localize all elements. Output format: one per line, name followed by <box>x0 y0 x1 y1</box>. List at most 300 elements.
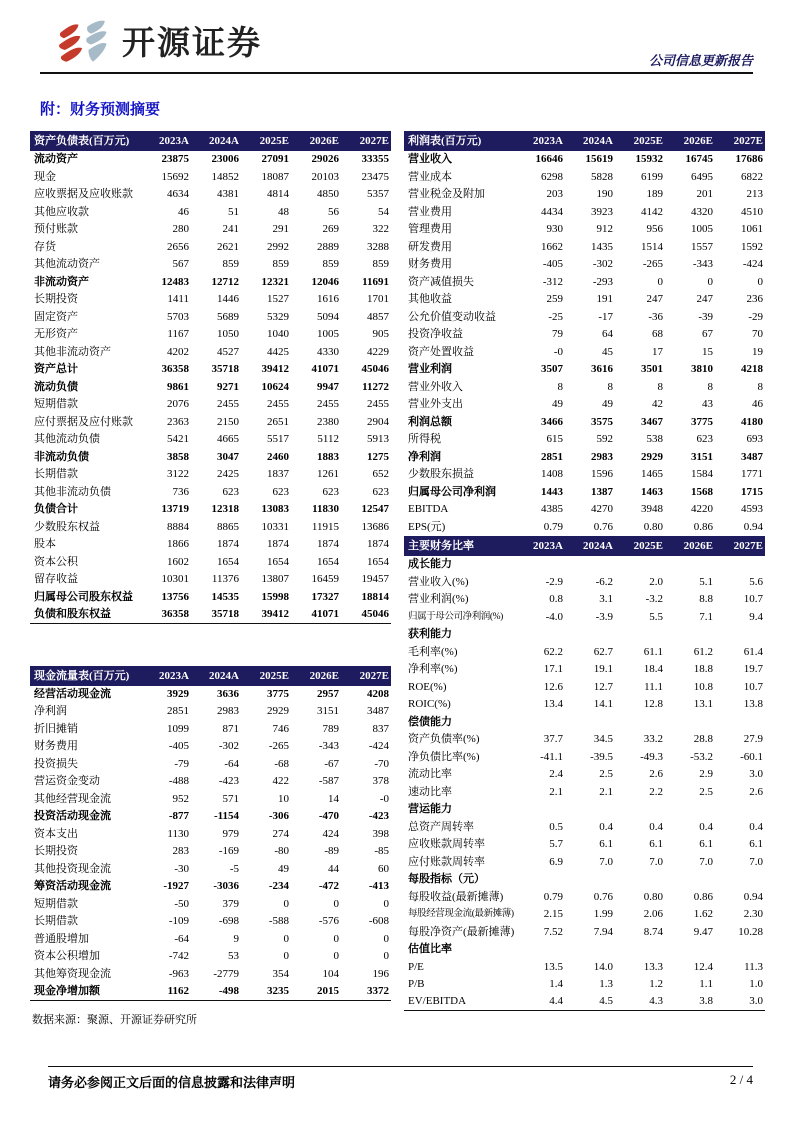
row-value: -30 <box>174 862 189 875</box>
row-value: 2455 <box>267 398 289 410</box>
row-value: 424 <box>322 827 339 840</box>
row-value: 2983 <box>217 705 239 717</box>
row-value: 54 <box>378 205 389 218</box>
row-label: 短期借款 <box>34 897 78 910</box>
income_statement-row <box>404 186 765 204</box>
row-value: 1.2 <box>649 978 663 990</box>
row-label: 长期借款 <box>34 915 78 927</box>
row-value: 9947 <box>317 380 339 393</box>
row-value: -80 <box>274 845 289 857</box>
row-value: -472 <box>318 880 339 892</box>
row-value: 6822 <box>741 170 763 183</box>
balance_sheet-row <box>30 414 391 432</box>
row-value: 746 <box>272 722 289 735</box>
row-value: 5.7 <box>549 838 563 850</box>
column-header-2027E: 2027E <box>359 135 389 147</box>
row-value: 3122 <box>167 468 189 480</box>
ratios-row <box>404 889 765 907</box>
column-header-2023A: 2023A <box>159 669 189 682</box>
ratios-row <box>404 609 765 627</box>
row-value: 4208 <box>367 687 389 700</box>
column-header-2026E: 2026E <box>683 540 713 552</box>
row-value: -79 <box>174 757 189 770</box>
cash_flow-title: 现金流量表(百万元) <box>34 669 130 682</box>
row-value: 571 <box>222 792 239 805</box>
row-value: 3858 <box>167 450 189 463</box>
row-value: 0 <box>383 932 389 945</box>
ratios-header-row <box>404 536 765 556</box>
row-label: 总资产周转率 <box>408 820 474 833</box>
row-value: -293 <box>592 275 613 288</box>
row-value: 693 <box>746 433 763 445</box>
row-value: 5703 <box>167 310 189 323</box>
row-value: 3288 <box>367 240 389 253</box>
row-value: 2904 <box>367 415 389 428</box>
row-value: 18.4 <box>643 663 663 675</box>
row-value: -608 <box>368 915 389 927</box>
row-label: 管理费用 <box>408 223 452 235</box>
cash_flow-row <box>30 703 391 721</box>
cash_flow-row <box>30 808 391 826</box>
cash_flow-row <box>30 861 391 879</box>
row-value: 592 <box>596 433 613 445</box>
row-value: 6.9 <box>549 855 563 868</box>
row-value: -109 <box>168 915 189 927</box>
row-value: 0 <box>383 950 389 962</box>
ratios-row <box>404 714 765 732</box>
income_statement-row <box>404 379 765 397</box>
row-value: 0.76 <box>593 520 613 533</box>
row-value: 2455 <box>317 398 339 410</box>
balance_sheet-row <box>30 239 391 257</box>
row-value: 0.4 <box>599 820 613 833</box>
row-label: 毛利率(%) <box>408 645 458 658</box>
column-header-2026E: 2026E <box>683 135 713 147</box>
row-value: 1099 <box>167 722 189 735</box>
row-label: EPS(元) <box>408 520 446 533</box>
row-value: 49 <box>602 398 613 410</box>
row-value: 0.4 <box>649 820 663 833</box>
row-value: 1596 <box>591 468 613 480</box>
row-value: 398 <box>372 827 389 840</box>
ratios-row <box>404 626 765 644</box>
income-statement-table <box>404 131 765 536</box>
row-value: 2.6 <box>649 768 663 780</box>
row-value: 6.1 <box>599 838 613 850</box>
row-label: 留存收益 <box>34 573 78 585</box>
cash_flow-row <box>30 931 391 949</box>
row-label: 营业税金及附加 <box>408 188 485 200</box>
row-label: 归属母公司股东权益 <box>34 590 133 603</box>
row-value: 5.6 <box>749 575 763 588</box>
row-value: 13.3 <box>643 960 663 973</box>
ratios-row <box>404 679 765 697</box>
row-value: 7.0 <box>599 855 613 868</box>
row-value: 1584 <box>691 468 713 480</box>
row-value: 567 <box>172 258 189 270</box>
row-value: 623 <box>322 485 339 498</box>
row-value: 4527 <box>217 345 239 358</box>
row-value: 6.1 <box>699 838 713 850</box>
row-value: 2621 <box>217 240 239 253</box>
row-value: -50 <box>174 897 189 910</box>
row-value: 8 <box>607 380 613 393</box>
row-value: 8 <box>757 380 763 393</box>
row-value: -68 <box>274 757 289 770</box>
row-value: 2150 <box>217 415 239 428</box>
row-label: 负债和股东权益 <box>34 607 111 620</box>
balance_sheet-row <box>30 501 391 519</box>
row-value: 7.94 <box>593 925 613 938</box>
row-value: 905 <box>372 328 389 340</box>
row-value: 3487 <box>741 450 763 463</box>
row-value: -576 <box>318 915 339 927</box>
row-value: 201 <box>696 188 713 200</box>
row-value: -498 <box>218 984 239 997</box>
row-value: 236 <box>746 293 763 305</box>
row-value: 17.1 <box>543 663 563 675</box>
income_statement-row <box>404 466 765 484</box>
row-value: 3.0 <box>749 995 763 1007</box>
row-value: -60.1 <box>740 750 763 763</box>
row-value: 4434 <box>541 205 563 218</box>
row-label: 投资损失 <box>34 757 78 770</box>
row-label: 其他经营现金流 <box>34 792 111 805</box>
row-value: 1435 <box>591 240 613 253</box>
column-header-2024A: 2024A <box>209 669 239 682</box>
row-value: 70 <box>752 328 763 340</box>
row-value: 0.94 <box>743 890 763 903</box>
row-label: 资本支出 <box>34 827 78 840</box>
row-label: 归属于母公司净利润(%) <box>408 611 503 622</box>
row-value: -405 <box>542 258 563 270</box>
row-value: 4202 <box>167 345 189 358</box>
row-value: 4.4 <box>549 995 563 1007</box>
report-type-label: 公司信息更新报告 <box>648 53 753 68</box>
balance_sheet-row <box>30 379 391 397</box>
row-value: -41.1 <box>540 750 563 763</box>
row-value: 1465 <box>641 468 663 480</box>
row-value: 1387 <box>591 485 613 498</box>
row-value: 1874 <box>317 538 339 550</box>
row-label: 资本公积增加 <box>34 950 100 962</box>
column-header-2026E: 2026E <box>309 669 339 682</box>
cash_flow-row <box>30 826 391 844</box>
balance_sheet-row <box>30 449 391 467</box>
cash_flow-row <box>30 878 391 896</box>
row-value: 3151 <box>317 705 339 717</box>
row-value: 5689 <box>217 310 239 323</box>
row-value: 8 <box>557 380 563 393</box>
row-value: 4142 <box>641 205 663 218</box>
row-value: 859 <box>272 258 289 270</box>
column-header-2027E: 2027E <box>359 669 389 682</box>
ratios-row <box>404 591 765 609</box>
row-value: 623 <box>372 485 389 498</box>
row-value: 2656 <box>167 240 189 253</box>
row-value: 3235 <box>267 984 289 997</box>
column-header-2026E: 2026E <box>309 135 339 147</box>
row-value: 62.7 <box>593 645 613 658</box>
financial-summary <box>30 131 765 1027</box>
row-value: 789 <box>322 722 339 735</box>
row-value: 2851 <box>541 450 563 463</box>
row-value: -29 <box>748 310 763 323</box>
row-label: 公允价值变动收益 <box>408 310 496 323</box>
row-value: 62.2 <box>543 645 563 658</box>
row-label: 成长能力 <box>408 558 452 570</box>
row-value: 45046 <box>361 607 389 620</box>
row-label: 资产减值损失 <box>408 275 474 288</box>
balance_sheet-row <box>30 519 391 537</box>
balance_sheet-row <box>30 554 391 572</box>
row-value: 14.1 <box>593 698 613 710</box>
row-value: 9 <box>233 932 239 945</box>
row-value: 4180 <box>741 415 763 428</box>
row-value: -89 <box>324 845 339 857</box>
row-label: 其他应收款 <box>34 205 89 218</box>
row-value: 3636 <box>217 687 239 700</box>
row-label: 其他流动负债 <box>34 433 100 445</box>
row-label: 其他筹资现金流 <box>34 967 111 980</box>
row-label: 应收票据及应收账款 <box>34 188 133 200</box>
row-value: 15619 <box>585 153 613 165</box>
row-label: 营业收入(%) <box>408 575 469 588</box>
row-value: 615 <box>546 433 563 445</box>
row-value: 20103 <box>311 170 339 183</box>
ratios-row <box>404 731 765 749</box>
row-value: 1527 <box>267 293 289 305</box>
ratios-row <box>404 836 765 854</box>
row-value: 2992 <box>267 240 289 253</box>
row-value: 4320 <box>691 205 713 218</box>
row-value: 7.0 <box>649 855 663 868</box>
row-value: 15692 <box>161 170 189 183</box>
row-value: 3948 <box>641 503 663 515</box>
row-value: 8865 <box>217 520 239 533</box>
brand-name: 开源证券 <box>122 22 262 62</box>
row-value: 1130 <box>167 827 189 840</box>
row-value: 269 <box>322 223 339 235</box>
balance_sheet-row <box>30 361 391 379</box>
row-value: 9.47 <box>693 925 713 938</box>
row-value: -5 <box>229 862 239 875</box>
row-label: 研发费用 <box>408 240 452 253</box>
row-value: 11272 <box>362 380 389 393</box>
row-value: 2015 <box>317 984 339 997</box>
row-value: 12.4 <box>693 960 713 973</box>
income_statement-row <box>404 501 765 519</box>
row-value: 14.0 <box>593 960 613 973</box>
cash_flow-row <box>30 756 391 774</box>
row-value: 1701 <box>367 293 389 305</box>
row-value: 2929 <box>267 705 289 717</box>
row-value: 196 <box>372 967 389 980</box>
row-value: 10301 <box>161 573 189 585</box>
row-label: 少数股东损益 <box>408 468 474 480</box>
row-value: -302 <box>592 258 613 270</box>
row-value: 1568 <box>691 485 713 498</box>
row-value: 1602 <box>167 555 189 568</box>
row-label: 非流动负债 <box>34 450 89 463</box>
row-value: 259 <box>546 293 563 305</box>
row-value: 3467 <box>641 415 663 428</box>
row-value: -963 <box>168 967 189 980</box>
column-header-2024A: 2024A <box>583 540 613 552</box>
row-value: -265 <box>642 258 663 270</box>
row-label: 经营活动现金流 <box>34 687 111 700</box>
cash_flow-row <box>30 791 391 809</box>
row-value: 19.1 <box>593 663 613 675</box>
row-value: 1408 <box>541 468 563 480</box>
row-value: -17 <box>598 310 613 323</box>
row-value: -343 <box>692 258 713 270</box>
page-title: 附：财务预测摘要 <box>40 102 161 118</box>
row-value: 11.1 <box>644 680 663 693</box>
row-value: 3466 <box>541 415 563 428</box>
row-label: 短期借款 <box>34 398 78 410</box>
row-value: 1.4 <box>549 978 563 990</box>
row-value: 4634 <box>167 188 189 200</box>
row-value: -488 <box>168 775 189 787</box>
row-value: 41071 <box>311 363 339 375</box>
row-value: 1167 <box>167 328 189 340</box>
row-value: 379 <box>222 897 239 910</box>
row-value: 2.0 <box>649 575 663 588</box>
row-value: 12.6 <box>543 680 563 693</box>
row-value: 27091 <box>261 153 289 165</box>
row-value: 2425 <box>217 468 239 480</box>
ratios-row <box>404 801 765 819</box>
column-header-2025E: 2025E <box>259 135 289 147</box>
row-label: 每股净资产(最新摊薄) <box>408 925 515 938</box>
row-label: 投资活动现金流 <box>34 810 111 822</box>
column-header-2023A: 2023A <box>533 540 563 552</box>
balance_sheet-row <box>30 536 391 554</box>
left-column <box>30 131 391 1027</box>
row-value: 354 <box>272 967 289 980</box>
ratios-row <box>404 749 765 767</box>
row-value: 10.8 <box>693 680 713 693</box>
row-value: 1.62 <box>693 908 713 920</box>
row-value: 53 <box>228 950 239 962</box>
row-value: 6.1 <box>749 838 763 850</box>
row-value: 5329 <box>267 310 289 323</box>
row-value: 18.8 <box>693 663 713 675</box>
row-label: 营运资金变动 <box>34 775 100 787</box>
row-value: 3.1 <box>599 593 613 605</box>
row-value: 12321 <box>261 275 289 288</box>
row-label: 筹资活动现金流 <box>34 880 111 892</box>
row-value: -413 <box>368 880 389 892</box>
row-value: 1883 <box>317 450 339 463</box>
row-value: 4330 <box>317 345 339 358</box>
row-label: 每股指标（元） <box>408 873 485 885</box>
row-value: 11.3 <box>744 960 763 973</box>
row-value: 12.8 <box>643 698 663 710</box>
cash_flow-row <box>30 773 391 791</box>
row-value: 322 <box>372 223 389 235</box>
row-value: -306 <box>268 810 289 822</box>
right-column <box>404 131 765 1011</box>
row-value: 2957 <box>317 687 339 700</box>
row-value: -424 <box>368 740 389 752</box>
row-value: -49.3 <box>640 750 663 763</box>
row-value: 3.0 <box>749 768 763 780</box>
row-value: 33.2 <box>643 733 663 745</box>
row-value: 1874 <box>267 538 289 550</box>
ratios-row <box>404 994 765 1012</box>
row-value: 28.8 <box>693 733 713 745</box>
row-label: 流动比率 <box>408 768 452 780</box>
row-value: 1662 <box>541 240 563 253</box>
row-value: 652 <box>372 468 389 480</box>
row-value: 35718 <box>211 607 239 620</box>
row-label: 长期投资 <box>34 293 78 305</box>
cash_flow-header-row <box>30 666 391 686</box>
row-value: 6199 <box>641 170 663 183</box>
row-value: 12483 <box>161 275 189 288</box>
financial-ratios-table <box>404 536 765 1011</box>
ratios-row <box>404 924 765 942</box>
row-value: 3372 <box>367 984 389 997</box>
row-value: 13686 <box>361 520 389 533</box>
row-value: 1874 <box>217 538 239 550</box>
row-label: 速动比率 <box>408 785 452 798</box>
row-label: P/B <box>408 978 425 990</box>
row-label: 利润总额 <box>408 415 452 428</box>
row-value: 952 <box>172 792 189 805</box>
row-value: -587 <box>318 775 339 787</box>
row-value: 2.30 <box>743 908 763 920</box>
row-value: 1275 <box>367 450 389 463</box>
row-value: -70 <box>374 757 389 770</box>
row-value: 13719 <box>161 503 189 515</box>
row-label: 存货 <box>34 240 56 253</box>
row-value: 45 <box>602 345 613 358</box>
row-label: 现金净增加额 <box>34 984 100 997</box>
row-label: 偿债能力 <box>408 715 452 728</box>
row-label: 资本公积 <box>34 555 78 568</box>
row-value: 871 <box>222 722 239 735</box>
row-value: 7.0 <box>749 855 763 868</box>
row-value: 956 <box>646 223 663 235</box>
brand <box>40 14 753 66</box>
row-value: 0 <box>383 897 389 910</box>
row-value: 1616 <box>317 293 339 305</box>
row-value: 0.79 <box>543 520 563 533</box>
row-label: 无形资产 <box>34 328 78 340</box>
row-label: 估值比率 <box>408 943 452 955</box>
row-value: 10331 <box>261 520 289 533</box>
row-value: 1443 <box>541 485 563 498</box>
balance_sheet-row <box>30 204 391 222</box>
row-label: 其他非流动负债 <box>34 485 111 498</box>
row-value: 4218 <box>741 363 763 375</box>
column-header-2023A: 2023A <box>533 135 563 147</box>
row-value: 11376 <box>211 573 239 585</box>
row-value: 1.3 <box>599 978 613 990</box>
income_statement-row <box>404 204 765 222</box>
ratios-row <box>404 556 765 574</box>
row-label: 长期投资 <box>34 845 78 857</box>
row-value: 3575 <box>591 415 613 428</box>
income_statement-row <box>404 414 765 432</box>
row-value: 18087 <box>261 170 289 183</box>
row-label: 少数股东权益 <box>34 520 100 533</box>
row-value: 2.9 <box>699 768 713 780</box>
ratios-row <box>404 696 765 714</box>
